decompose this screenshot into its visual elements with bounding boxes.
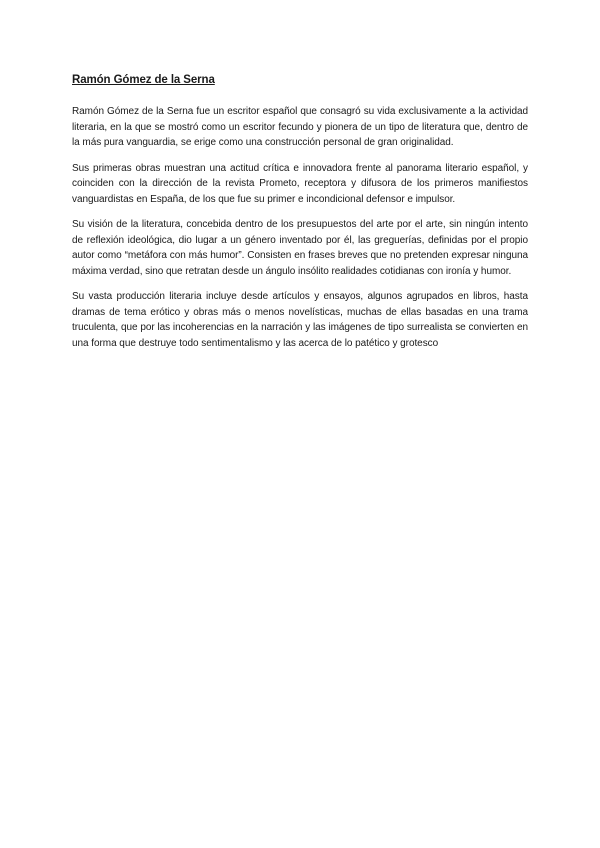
- paragraph-early-works: Sus primeras obras muestran una actitud crítica e innovadora frente al panorama literario español, y coinciden con la dirección de la revista Prometo, receptora y difusora de los primeros manifiestos vanguardistas en España, de los que fue su primer e incondicional defensor e impulsor.: [72, 162, 528, 205]
- paragraph-introduction: Ramón Gómez de la Serna fue un escritor español que consagró su vida exclusivamente a la actividad literaria, en la que se mostró como un escritor fecundo y pionera de un tipo de literatura que, dentro de la más pura vanguardia, se erige como una construcción personal de gran originalidad.: [72, 106, 528, 148]
- document-title: Ramón Gómez de la Serna: [72, 74, 215, 86]
- paragraph-greguerias: Su visión de la literatura, concebida dentro de los presupuestos del arte por el arte, sin ningún intento de reflexión ideológica, dio lugar a un género inventado por él, las greguerías, definidas por el propio autor como “metáfora con más humor”. Consisten en frases breves que no pretenden expresar ninguna máxima verdad, sino que retratan desde un ángulo insólito realidades cotidianas con ironía y humor.: [72, 219, 528, 277]
- paragraph-literary-production: Su vasta producción literaria incluye desde artículos y ensayos, algunos agrupados en libros, hasta dramas de tema erótico y obras más o menos novelísticas, muchas de ellas basadas en una trama truculenta, que por las incoherencias en la narración y las imágenes de tipo surrealista se convierten en una forma que destruye todo sentimentalismo y las acerca de lo patético y grotesco: [72, 291, 528, 349]
- document-body: [72, 72, 528, 361]
